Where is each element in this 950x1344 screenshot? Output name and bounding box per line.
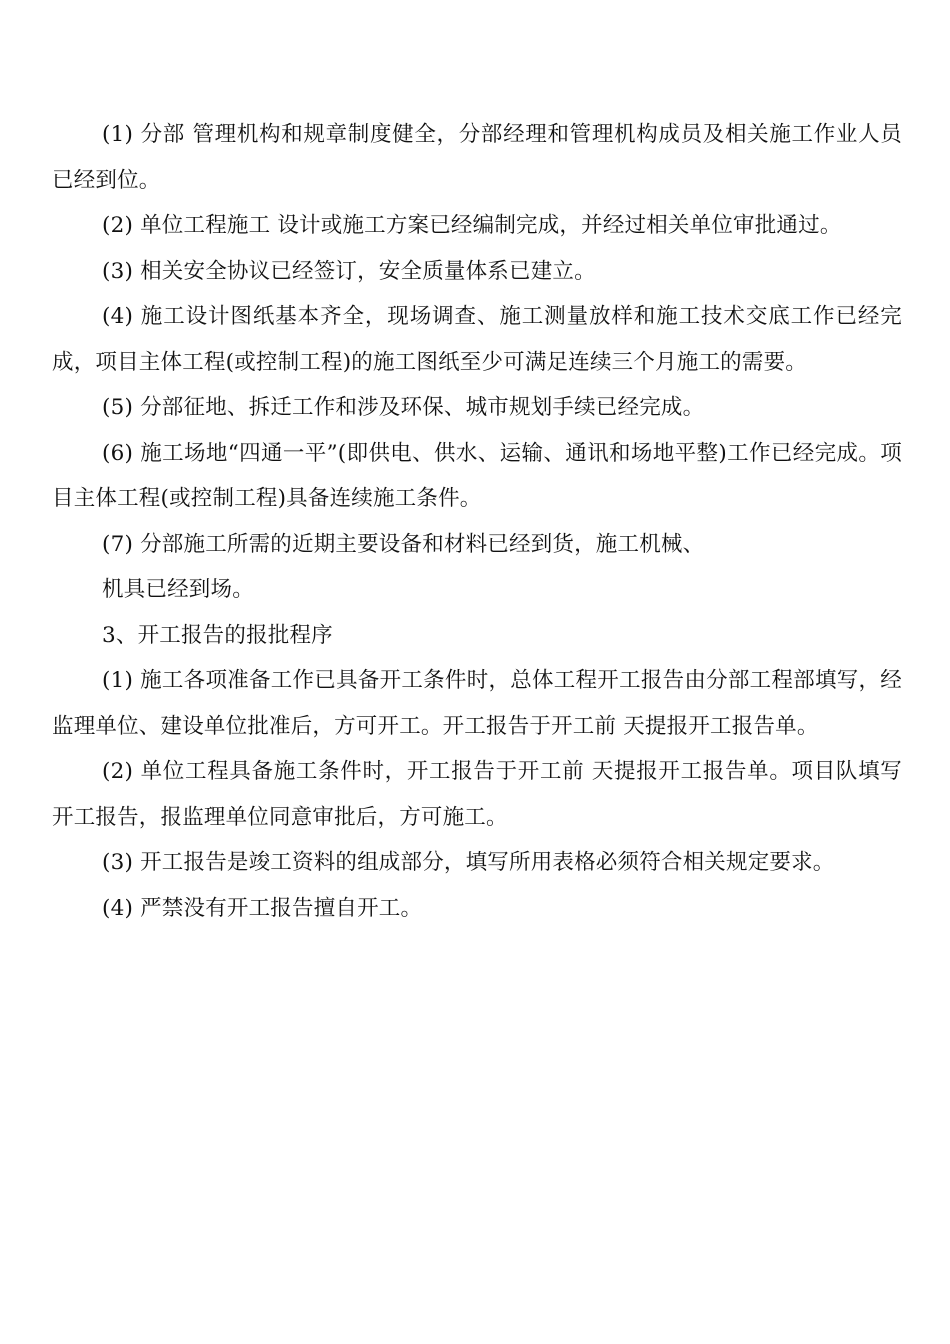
paragraph-3: (3) 相关安全协议已经签订，安全质量体系已建立。 bbox=[102, 258, 596, 284]
paragraph-9: (2) 单位工程具备施工条件时，开工报告于开工前 天提报开工报告单。项目队填写开工报告，报监理单位同意审批后，方可施工。 bbox=[52, 759, 902, 830]
paragraph-7: (7) 分部施工所需的近期主要设备和材料已经到货，施工机械、 bbox=[102, 531, 705, 557]
paragraph-1: (1) 分部 管理机构和规章制度健全，分部经理和管理机构成员及相关施工作业人员已经到位。 bbox=[52, 122, 902, 193]
paragraph-6: (6) 施工场地“四通一平”(即供电、供水、运输、通讯和场地平整)工作已经完成。项目主体工程(或控制工程)具备连续施工条件。 bbox=[52, 440, 902, 511]
document-body bbox=[52, 112, 902, 931]
paragraph-5: (5) 分部征地、拆迁工作和涉及环保、城市规划手续已经完成。 bbox=[102, 395, 705, 420]
paragraph-10: (3) 开工报告是竣工资料的组成部分，填写所用表格必须符合相关规定要求。 bbox=[102, 850, 835, 875]
paragraph-2: (2) 单位工程施工 设计或施工方案已经编制完成，并经过相关单位审批通过。 bbox=[102, 213, 842, 238]
paragraph-7-continuation: 机具已经到场。 bbox=[102, 577, 254, 602]
paragraph-4: (4) 施工设计图纸基本齐全，现场调查、施工测量放样和施工技术交底工作已经完成，项目主体工程(或控制工程)的施工图纸至少可满足连续三个月施工的需要。 bbox=[52, 304, 902, 375]
section-heading-3: 3、开工报告的报批程序 bbox=[102, 622, 333, 648]
paragraph-11: (4) 严禁没有开工报告擅自开工。 bbox=[102, 895, 423, 921]
paragraph-8: (1) 施工各项准备工作已具备开工条件时，总体工程开工报告由分部工程部填写，经监理单位、建设单位批准后，方可开工。开工报告于开工前 天提报开工报告单。 bbox=[52, 668, 902, 739]
